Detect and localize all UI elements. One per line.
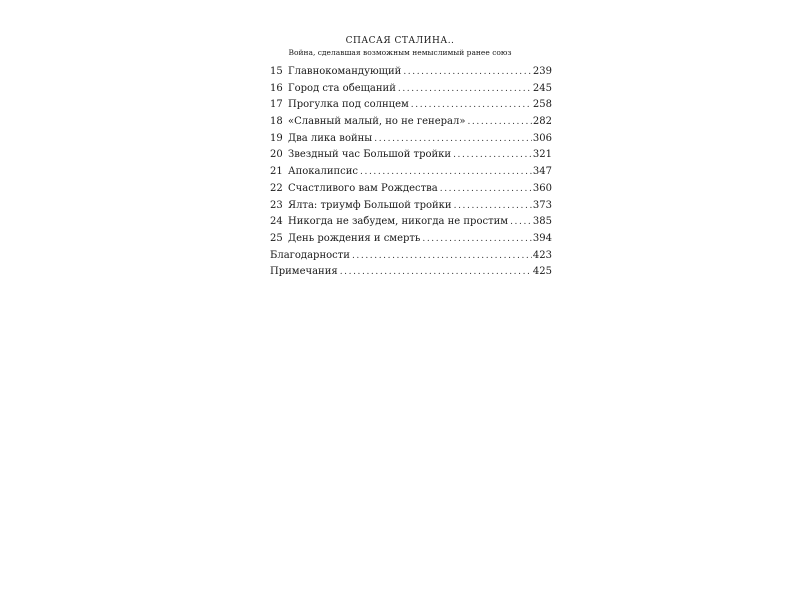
- leader-dots: [403, 64, 532, 80]
- table-of-contents: [270, 64, 552, 281]
- leader-dots: [398, 81, 532, 97]
- chapter-number: 20: [270, 149, 283, 161]
- chapter-number: 18: [270, 116, 283, 128]
- toc-entry: [270, 114, 552, 131]
- chapter-number: 23: [270, 199, 283, 211]
- leader-dots: [440, 181, 532, 197]
- leader-dots: [352, 248, 532, 264]
- running-header: [0, 36, 800, 58]
- chapter-title: День рождения и смерть: [288, 232, 421, 244]
- page-number: 394: [532, 232, 552, 244]
- leader-dots: [510, 214, 532, 230]
- page-number: 360: [532, 182, 552, 194]
- page-number: 385: [532, 216, 552, 228]
- toc-entry: [270, 147, 552, 164]
- page-number: 425: [532, 266, 552, 278]
- page-number: 239: [532, 66, 552, 77]
- leader-dots: [467, 114, 531, 130]
- toc-entry-notes: [270, 264, 552, 281]
- toc-entry: [270, 64, 552, 81]
- chapter-number: 24: [270, 216, 283, 228]
- book-subtitle: Война, сделавшая возможным немыслимый ранее союз: [288, 48, 512, 58]
- toc-entry: [270, 81, 552, 98]
- page-number: 258: [532, 99, 552, 111]
- page-number: 423: [532, 249, 552, 261]
- chapter-title: Город ста обещаний: [288, 82, 396, 94]
- toc-entry-acknowledgements: [270, 248, 552, 265]
- chapter-title: Апокалипсис: [288, 166, 359, 178]
- toc-entry: [270, 214, 552, 231]
- chapter-number: 17: [270, 99, 283, 111]
- leader-dots: [411, 97, 532, 113]
- chapter-number: 19: [270, 132, 283, 144]
- toc-entry: [270, 181, 552, 198]
- page-number: 245: [532, 82, 552, 94]
- chapter-number: 16: [270, 82, 283, 94]
- page-number: 282: [532, 116, 552, 128]
- page-number: 306: [532, 132, 552, 144]
- leader-dots: [374, 131, 532, 147]
- toc-entry: [270, 97, 552, 114]
- chapter-number: 15: [270, 66, 283, 77]
- chapter-number: 25: [270, 232, 283, 244]
- leader-dots: [422, 231, 532, 247]
- toc-entry: [270, 164, 552, 181]
- chapter-title: Прогулка под солнцем: [288, 99, 409, 111]
- chapter-number: 22: [270, 182, 283, 194]
- leader-dots: [360, 164, 532, 180]
- page-number: 373: [532, 199, 552, 211]
- chapter-title: Два лика войны: [288, 132, 373, 144]
- toc-entry: [270, 131, 552, 148]
- toc-entry: [270, 198, 552, 215]
- chapter-title: Никогда не забудем, никогда не простим: [288, 216, 509, 228]
- chapter-title: Звездный час Большой тройки: [288, 149, 452, 161]
- leader-dots: [340, 264, 532, 280]
- chapter-title: «Славный малый, но не генерал»: [288, 116, 466, 128]
- section-title: Благодарности: [270, 249, 350, 261]
- chapter-title: Счастливого вам Рождества: [288, 182, 438, 194]
- page-number: 347: [532, 166, 552, 178]
- page-number: 321: [532, 149, 552, 161]
- leader-dots: [454, 198, 532, 214]
- chapter-title: Ялта: триумф Большой тройки: [288, 199, 452, 211]
- leader-dots: [453, 147, 532, 163]
- toc-entry: [270, 231, 552, 248]
- section-title: Примечания: [270, 266, 338, 278]
- book-title: СПАСАЯ СТАЛИНА..: [345, 36, 455, 46]
- chapter-title: Главнокомандующий: [288, 66, 402, 77]
- chapter-number: 21: [270, 166, 283, 178]
